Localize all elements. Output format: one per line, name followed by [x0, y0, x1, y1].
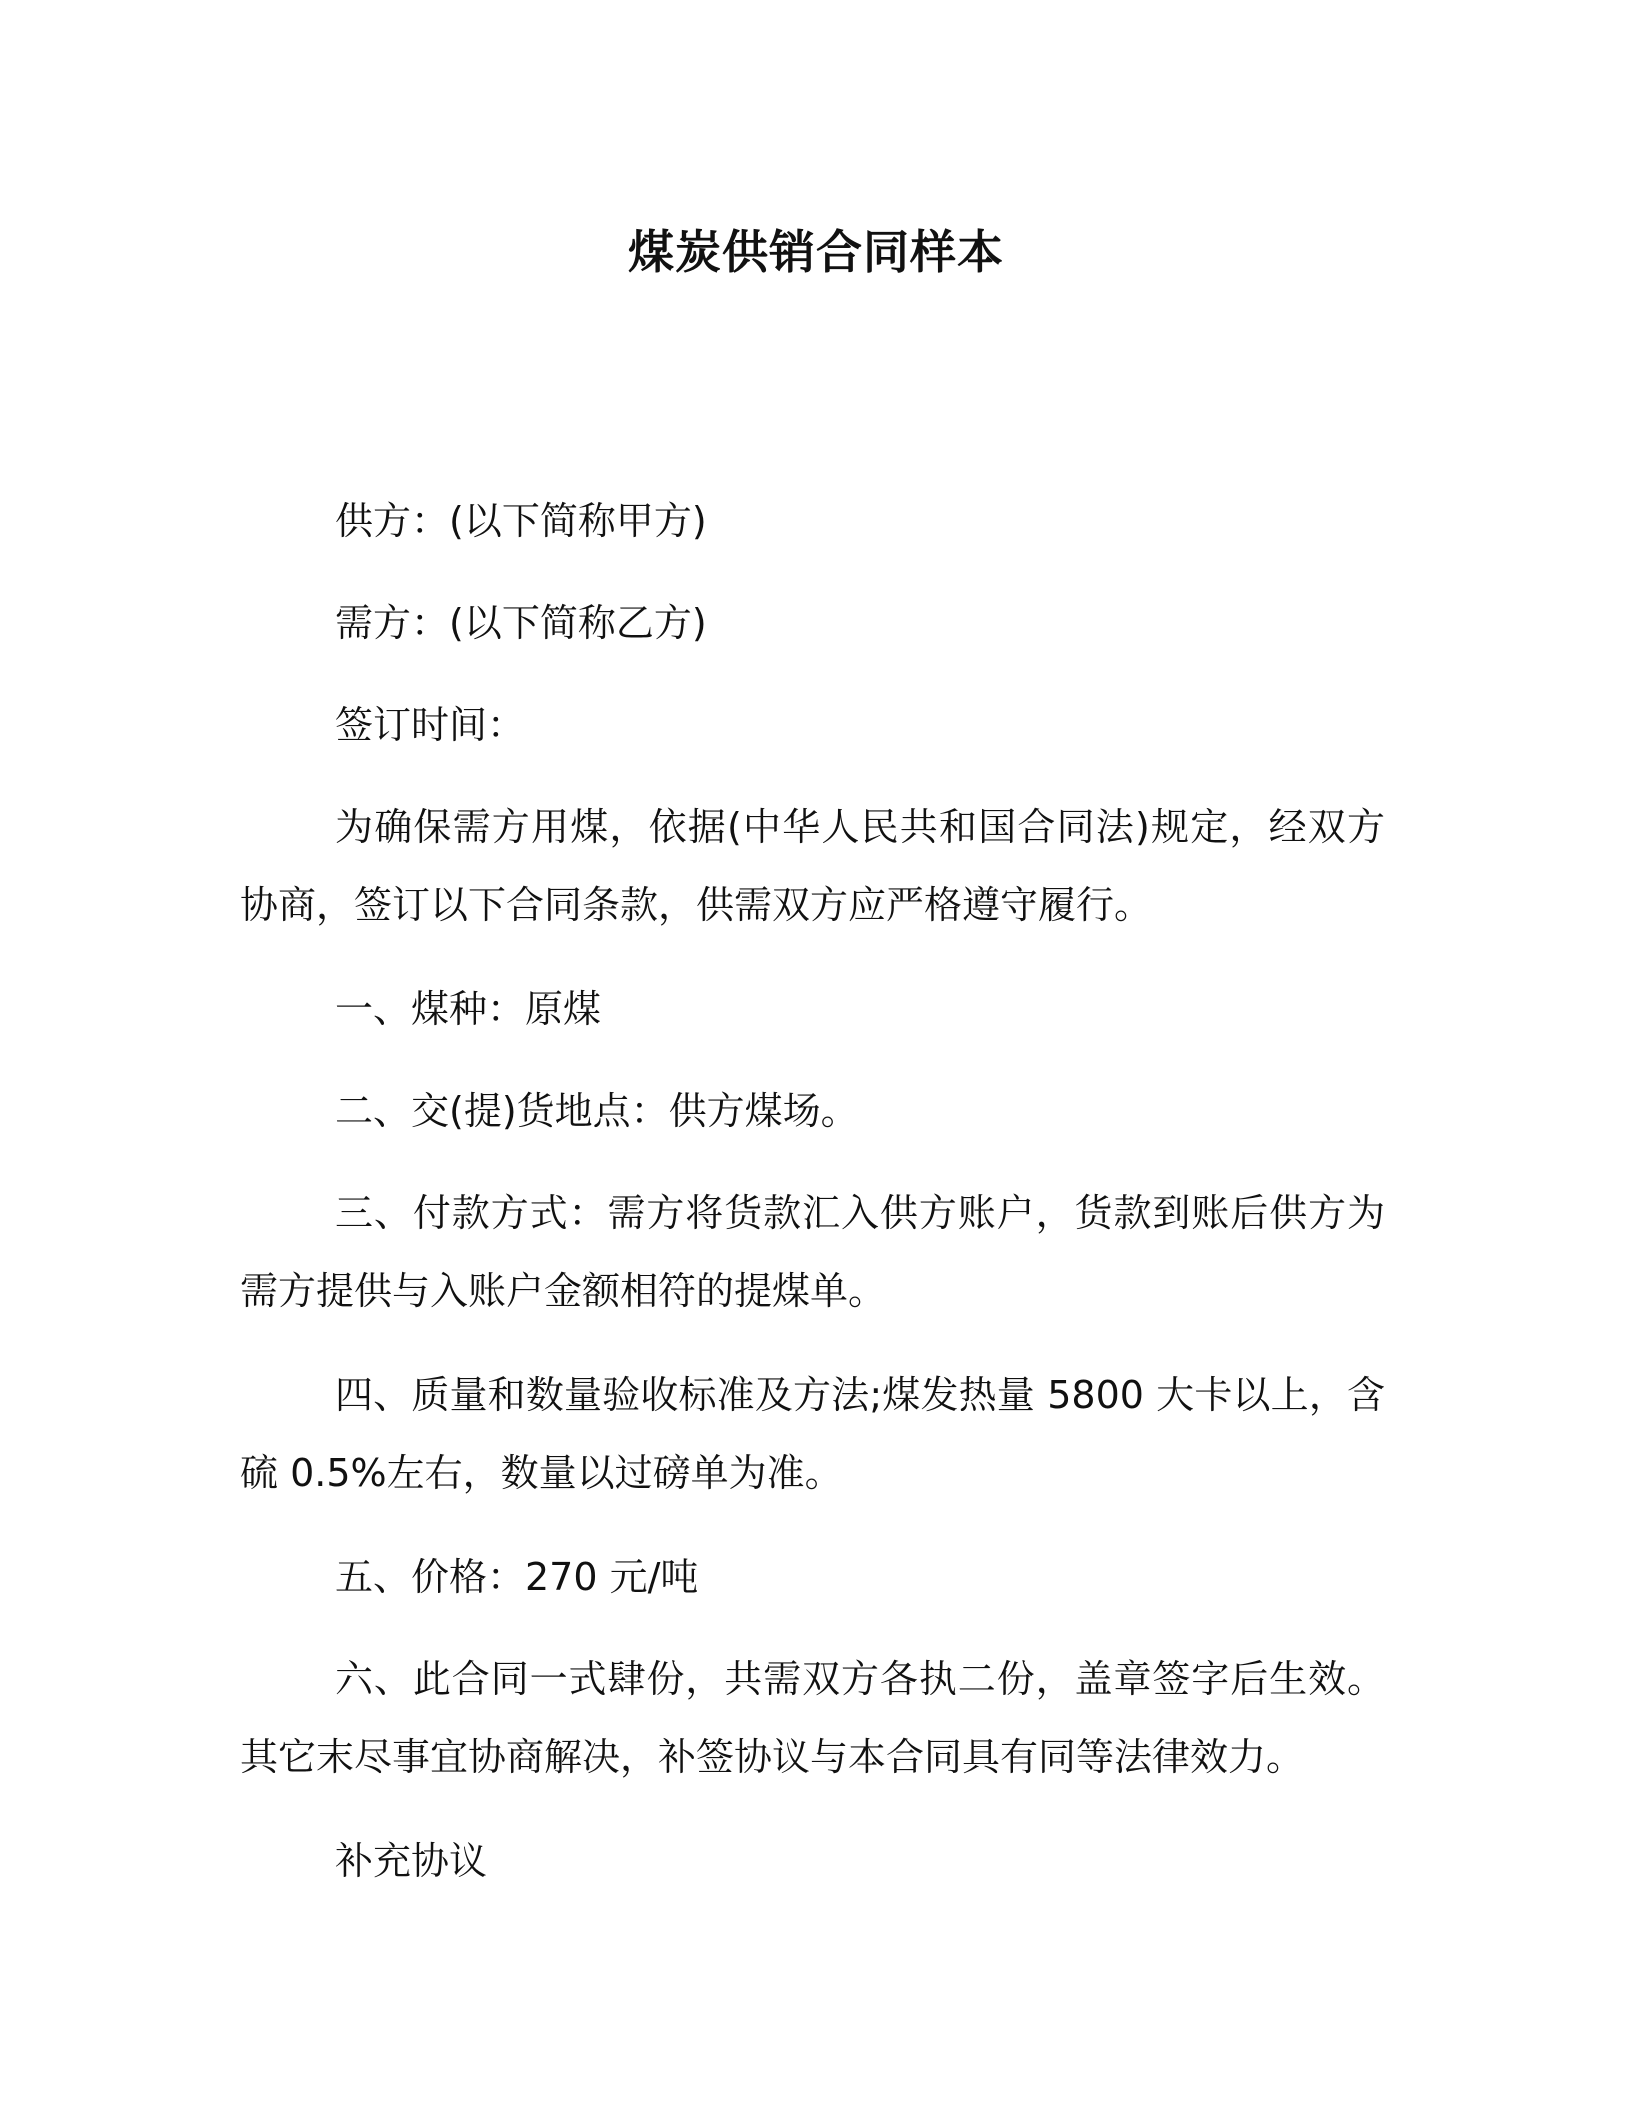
signing-date-line: 签订时间：: [335, 703, 526, 747]
supplier-line: 供方：(以下简称甲方): [335, 499, 707, 543]
clause-6-copies-validity: 六、此合同一式肆份，共需双方各执二份，盖章签字后生效。其它末尽事宜协商解决，补签协议与本合同具有同等法律效力。: [240, 1657, 1385, 1779]
clause-1-coal-type: 一、煤种：原煤: [335, 987, 602, 1031]
buyer-line: 需方：(以下简称乙方): [335, 601, 707, 645]
supplementary-agreement-heading: 补充协议: [335, 1839, 488, 1883]
clause-4-quality-quantity: 四、质量和数量验收标准及方法;煤发热量 5800 大卡以上，含硫 0.5%左右，数量以过磅单为准。: [240, 1373, 1385, 1495]
clause-5-price: 五、价格：270 元/吨: [335, 1555, 699, 1599]
clause-2-delivery-location: 二、交(提)货地点：供方煤场。: [335, 1089, 859, 1133]
clause-3-payment-method: 三、付款方式：需方将货款汇入供方账户，货款到账后供方为需方提供与入账户金额相符的提煤单。: [240, 1191, 1385, 1313]
preamble-paragraph: 为确保需方用煤，依据(中华人民共和国合同法)规定，经双方协商，签订以下合同条款，供需双方应严格遵守履行。: [240, 805, 1385, 927]
document-title: 煤炭供销合同样本: [628, 225, 1004, 279]
